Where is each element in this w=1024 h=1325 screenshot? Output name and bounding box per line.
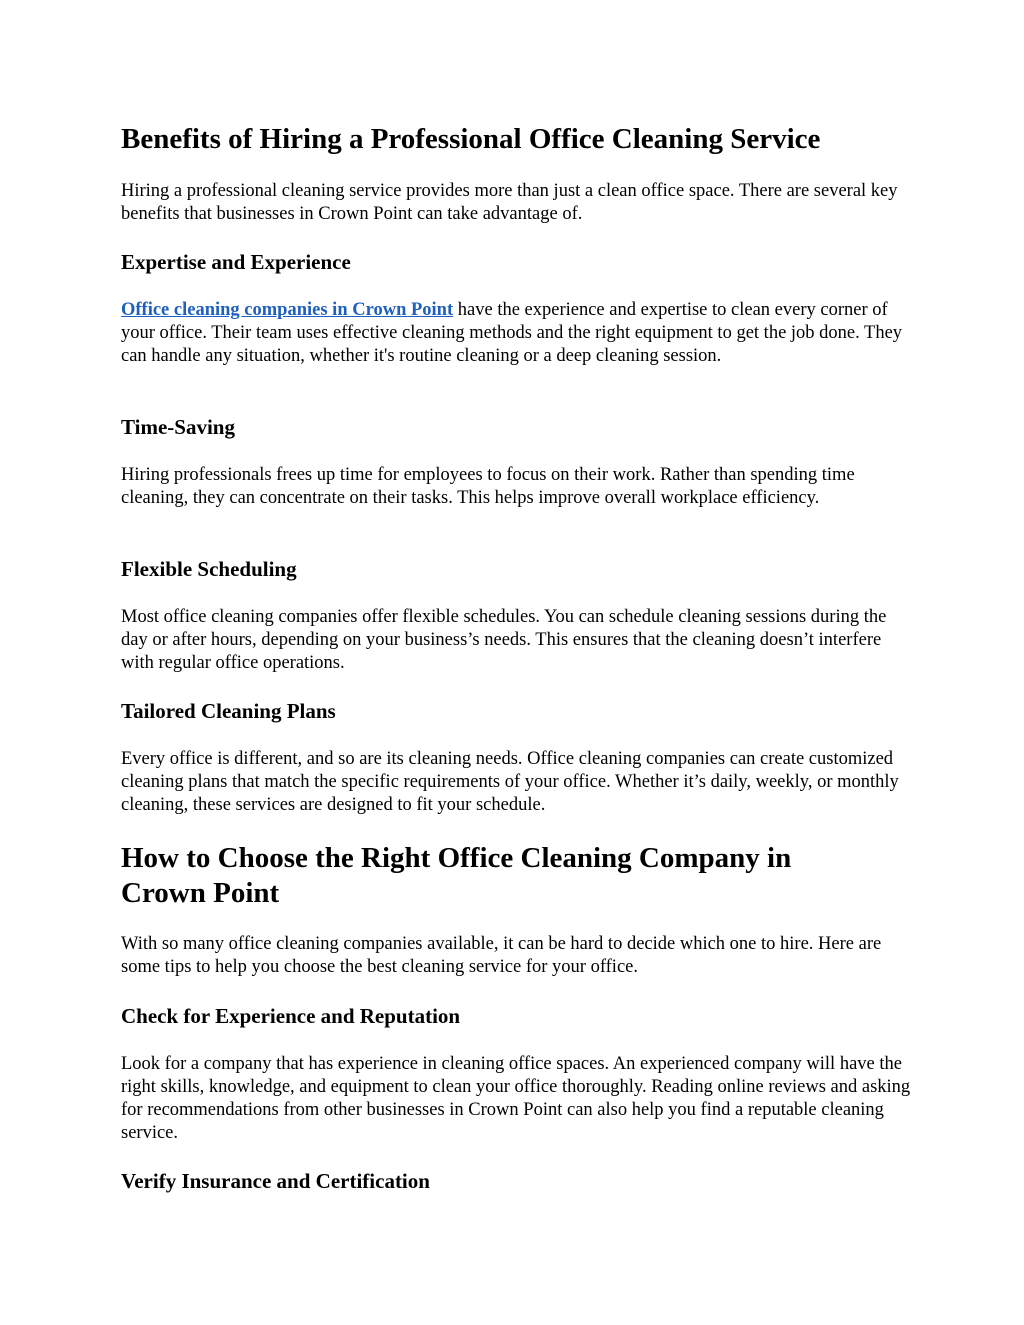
paragraph-expertise <box>121 299 911 368</box>
paragraph-reputation: Look for a company that has experience in cleaning office spaces. An experienced company will have the right skills, knowledge, and equipment to clean your office thoroughly. Reading online reviews and asking for recommendations from other businesses in Crown Point can also help you find a reputable cleaning service. <box>121 1054 911 1143</box>
paragraph-expertise-text: have the experience and expertise to clean every corner of your office. Their team uses effective cleaning methods and the right equipment to get the job done. They can handle any situation, whether it's routine cleaning or a deep cleaning session. <box>121 300 903 366</box>
heading-flexible-scheduling: Flexible Scheduling <box>121 557 297 581</box>
heading-reputation: Check for Experience and Reputation <box>121 1004 461 1028</box>
heading-time-saving: Time-Saving <box>121 415 235 439</box>
section1-intro: Hiring a professional cleaning service provides more than just a clean office space. There are several key benefits that businesses in Crown Point can take advantage of. <box>121 181 898 224</box>
section2-title: How to Choose the Right Office Cleaning Company in Crown Point <box>121 842 792 909</box>
heading-tailored-plans: Tailored Cleaning Plans <box>121 699 336 723</box>
paragraph-time-saving: Hiring professionals frees up time for employees to focus on their work. Rather than spending time cleaning, they can concentrate on their tasks. This helps improve overall workplace efficiency. <box>121 465 855 508</box>
section2-intro: With so many office cleaning companies available, it can be hard to decide which one to hire. Here are some tips to help you choose the best cleaning service for your office. <box>121 934 882 977</box>
heading-insurance: Verify Insurance and Certification <box>121 1169 430 1193</box>
office-cleaning-link[interactable]: Office cleaning companies in Crown Point <box>121 300 454 320</box>
paragraph-flexible-scheduling: Most office cleaning companies offer flexible schedules. You can schedule cleaning sessions during the day or after hours, depending on your business’s needs. This ensures that the cleaning doesn’t interfere with regular office operations. <box>121 607 887 673</box>
heading-expertise: Expertise and Experience <box>121 250 351 274</box>
section1-title: Benefits of Hiring a Professional Office Cleaning Service <box>121 123 821 155</box>
paragraph-tailored-plans: Every office is different, and so are its cleaning needs. Office cleaning companies can create customized cleaning plans that match the specific requirements of your office. Whether it’s daily, weekly, or monthly cleaning, these services are designed to fit your schedule. <box>121 749 899 815</box>
